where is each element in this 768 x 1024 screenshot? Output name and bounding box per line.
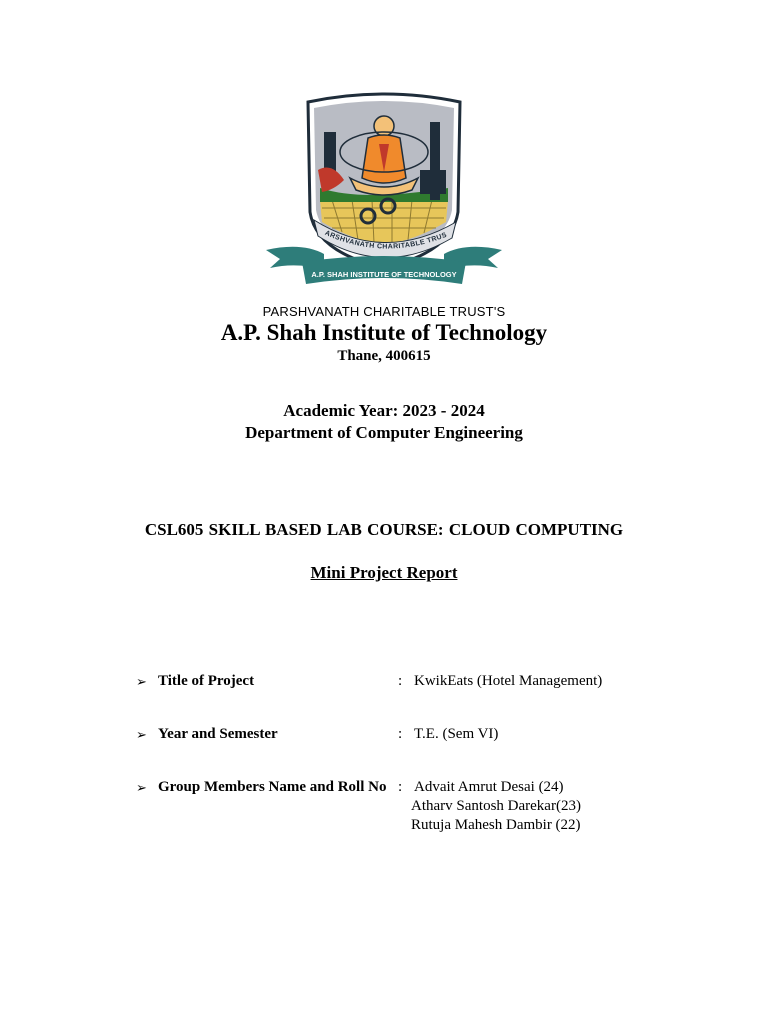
- institute-name: A.P. Shah Institute of Technology: [220, 320, 548, 345]
- institute-location: Thane, 400615: [337, 348, 431, 364]
- trust-name: PARSHVANATH CHARITABLE TRUST'S: [262, 304, 506, 319]
- seal-text: PARSHVANATH CHARITABLE TRUST: [259, 87, 449, 251]
- member-list: [411, 797, 581, 834]
- detail-value: Advait Amrut Desai (24): [414, 779, 564, 795]
- detail-colon: :: [398, 726, 403, 742]
- course-title: CSL605 SKILL BASED LAB COURSE: CLOUD COMPUTING: [144, 520, 624, 539]
- report-title: Mini Project Report: [310, 563, 458, 582]
- bullet-arrow-icon: ➢: [136, 780, 147, 795]
- svg-text:PARSHVANATH CHARITABLE TRUST: [260, 87, 448, 251]
- detail-colon: :: [398, 673, 403, 689]
- detail-colon: :: [398, 779, 403, 795]
- ribbon-text: A.P. SHAH INSTITUTE OF TECHNOLOGY: [311, 270, 457, 279]
- bullet-arrow-icon: ➢: [136, 727, 147, 742]
- detail-label: Group Members Name and Roll No: [158, 779, 387, 795]
- detail-value: KwikEats (Hotel Management): [414, 673, 603, 689]
- logo-text-overlay: [259, 87, 506, 292]
- detail-value: T.E. (Sem VI): [414, 726, 499, 742]
- department: Department of Computer Engineering: [245, 423, 523, 442]
- detail-label: Year and Semester: [158, 726, 278, 742]
- academic-year: Academic Year: 2023 - 2024: [283, 401, 485, 420]
- bullet-arrow-icon: ➢: [136, 674, 147, 689]
- detail-label: Title of Project: [158, 673, 255, 689]
- member-name: Rutuja Mahesh Dambir (22): [411, 816, 581, 833]
- member-name: Atharv Santosh Darekar(23): [411, 798, 581, 814]
